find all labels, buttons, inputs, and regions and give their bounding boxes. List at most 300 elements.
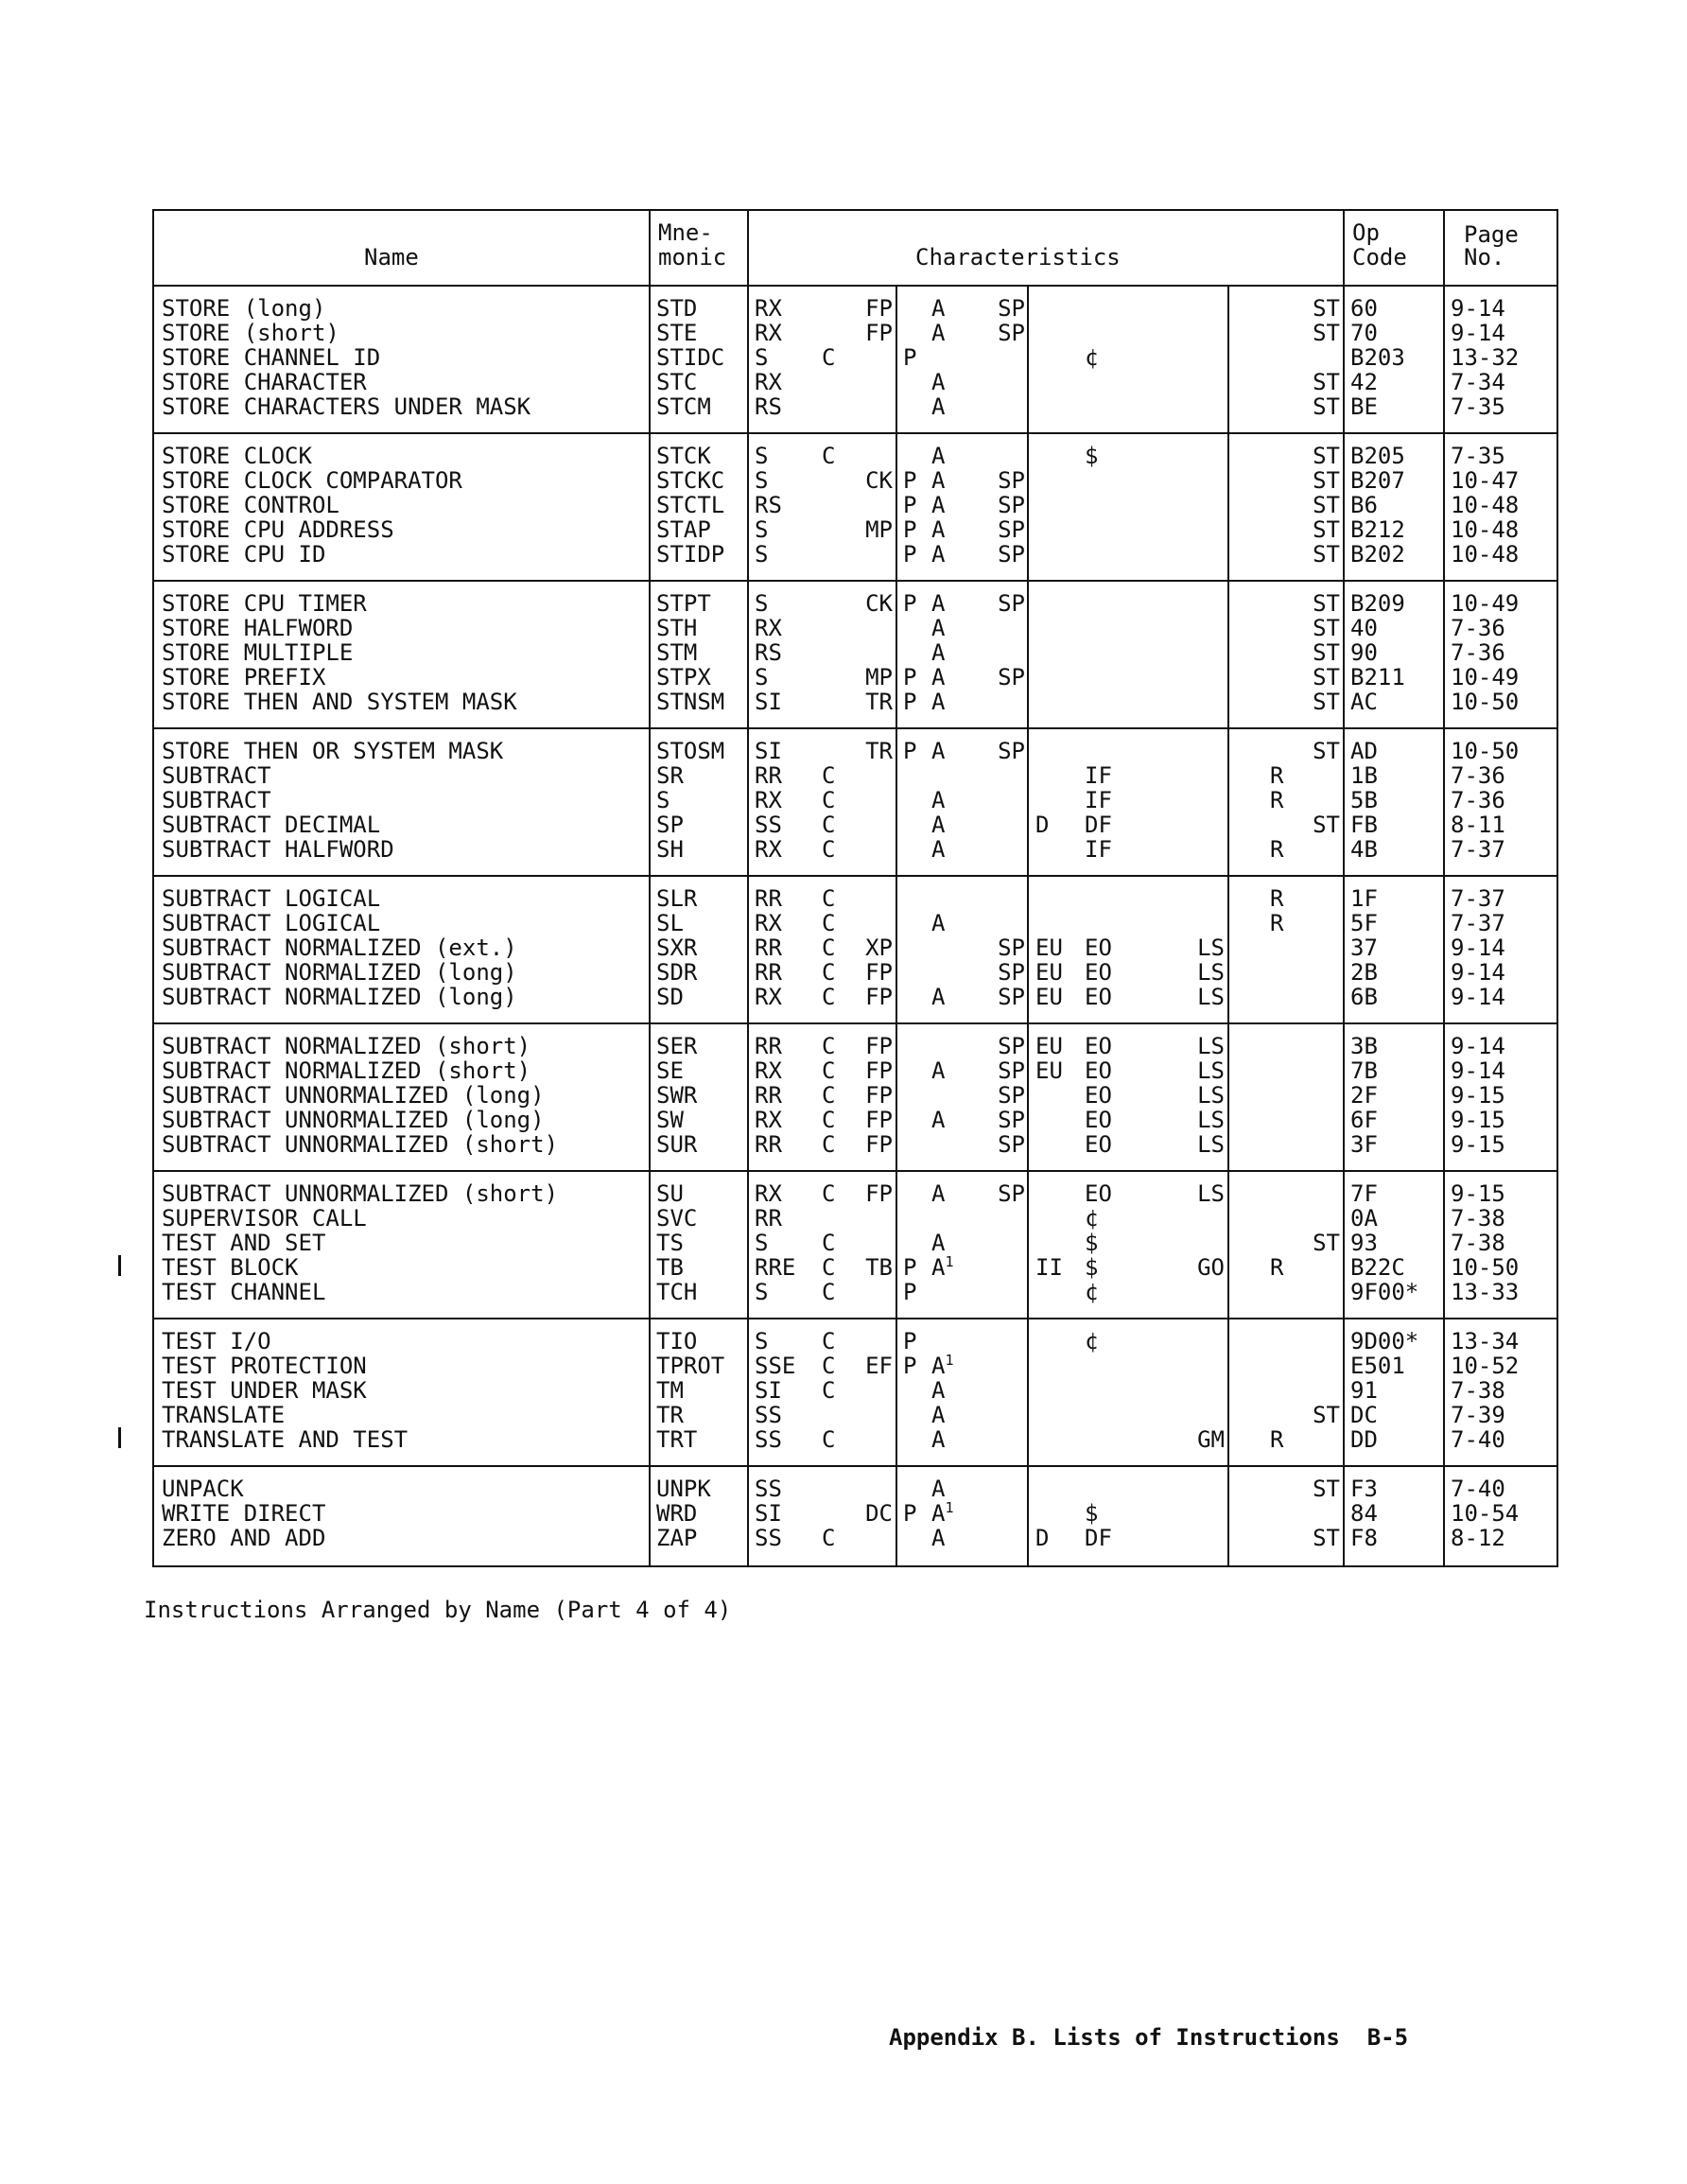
cell-mnemonic: TIO	[656, 1328, 698, 1354]
cell-name: STORE CLOCK	[162, 443, 312, 469]
cell-mnemonic: TR	[656, 1402, 684, 1428]
cell-page: 8-11	[1451, 812, 1505, 838]
cell-st: ST	[1313, 738, 1340, 764]
cell-sp: SP	[998, 467, 1025, 494]
cell-page: 7-35	[1451, 393, 1505, 420]
cell-mnemonic: STD	[656, 295, 698, 322]
cell-opcode: 5F	[1350, 910, 1378, 936]
cell-opcode: 6B	[1350, 984, 1378, 1010]
cell-page: 13-34	[1451, 1328, 1520, 1354]
header-name: Name	[364, 244, 419, 271]
cell-fx: CK	[865, 467, 893, 494]
cell-format: SS	[755, 1402, 782, 1428]
cell-opcode: E501	[1350, 1353, 1405, 1379]
cell-mnemonic: SH	[656, 836, 684, 863]
cell-mnemonic: STCK	[656, 443, 711, 469]
table-row	[154, 542, 1557, 567]
cell-mnemonic: STH	[656, 615, 698, 641]
cell-st: ST	[1313, 1525, 1340, 1551]
cell-r: R	[1270, 885, 1284, 912]
cell-format: RX	[755, 1057, 782, 1084]
cell-sp: SP	[998, 1057, 1025, 1084]
cell-name: TEST PROTECTION	[162, 1353, 367, 1379]
cell-format: S	[755, 590, 769, 617]
cell-p: P	[903, 1500, 917, 1527]
cell-ex2: $	[1085, 443, 1099, 469]
cell-page: 7-35	[1451, 443, 1505, 469]
table-row	[154, 1354, 1557, 1378]
table-row	[154, 1403, 1557, 1427]
table-row	[154, 960, 1557, 985]
cell-opcode: B6	[1350, 492, 1378, 518]
cell-ex1: D	[1035, 812, 1050, 838]
cell-cc: C	[822, 344, 836, 371]
cell-page: 10-49	[1451, 664, 1520, 690]
cell-opcode: B207	[1350, 467, 1405, 494]
cell-a-with-footnote	[931, 1255, 953, 1280]
cell-r: R	[1270, 762, 1284, 789]
cell-opcode: BE	[1350, 393, 1378, 420]
table-row	[154, 1181, 1557, 1206]
cell-opcode: B203	[1350, 344, 1405, 371]
cell-page: 7-37	[1451, 836, 1505, 863]
cell-opcode: AC	[1350, 689, 1378, 715]
cell-format: S	[755, 443, 769, 469]
cell-ex2: EO	[1085, 1033, 1112, 1059]
row-group	[154, 1024, 1557, 1172]
cell-sp: SP	[998, 1033, 1025, 1059]
cell-mnemonic: STIDC	[656, 344, 725, 371]
cell-cc: C	[822, 1057, 836, 1084]
cell-sp: SP	[998, 935, 1025, 961]
cell-sp: SP	[998, 1180, 1025, 1207]
cell-opcode: 37	[1350, 935, 1378, 961]
cell-mnemonic: STM	[656, 639, 698, 666]
cell-mnemonic: STAP	[656, 516, 711, 543]
cell-fx: FP	[865, 295, 893, 322]
cell-page: 7-36	[1451, 762, 1505, 789]
cell-opcode: 70	[1350, 320, 1378, 346]
cell-page: 7-34	[1451, 369, 1505, 395]
cell-name: SUBTRACT LOGICAL	[162, 885, 381, 912]
cell-format: RX	[755, 1180, 782, 1207]
cell-ex1: II	[1035, 1254, 1063, 1281]
table-row	[154, 886, 1557, 911]
cell-opcode: 40	[1350, 615, 1378, 641]
header-page-line2: No.	[1464, 244, 1505, 271]
cell-page: 7-40	[1451, 1426, 1505, 1453]
cell-cc: C	[822, 1033, 836, 1059]
cell-format: SI	[755, 1500, 782, 1527]
instructions-table	[152, 209, 1558, 1567]
cell-page: 10-48	[1451, 516, 1520, 543]
cell-ex2: EO	[1085, 1131, 1112, 1158]
table-row	[154, 1427, 1557, 1452]
cell-page: 8-12	[1451, 1525, 1505, 1551]
cell-sp: SP	[998, 959, 1025, 986]
cell-format: RX	[755, 984, 782, 1010]
cell-name: SUBTRACT NORMALIZED (long)	[162, 984, 517, 1010]
table-row	[154, 517, 1557, 542]
cell-name: UNPACK	[162, 1476, 244, 1502]
cell-page: 7-38	[1451, 1205, 1505, 1232]
footnote-marker: 1	[945, 1352, 954, 1369]
cell-ex3: LS	[1197, 1033, 1225, 1059]
cell-fx: XP	[865, 935, 893, 961]
cell-page: 7-40	[1451, 1476, 1505, 1502]
cell-opcode: 7F	[1350, 1180, 1378, 1207]
table-row	[154, 444, 1557, 468]
row-group	[154, 287, 1557, 434]
cell-mnemonic: STNSM	[656, 689, 725, 715]
cell-cc: C	[822, 812, 836, 838]
cell-a: A	[931, 1476, 946, 1502]
cell-name: STORE CPU TIMER	[162, 590, 367, 617]
cell-mnemonic: STCTL	[656, 492, 725, 518]
cell-cc: C	[822, 762, 836, 789]
cell-ex3: LS	[1197, 984, 1225, 1010]
table-row	[154, 640, 1557, 665]
cell-sp: SP	[998, 664, 1025, 690]
cell-format: S	[755, 664, 769, 690]
table-row	[154, 1280, 1557, 1304]
cell-opcode: 5B	[1350, 787, 1378, 813]
table-row	[154, 763, 1557, 788]
cell-page: 9-14	[1451, 1057, 1505, 1084]
cell-st: ST	[1313, 812, 1340, 838]
cell-p: P	[903, 590, 917, 617]
cell-st: ST	[1313, 467, 1340, 494]
cell-ex1: EU	[1035, 984, 1063, 1010]
cell-name: STORE CPU ADDRESS	[162, 516, 394, 543]
cell-a: A	[931, 910, 946, 936]
cell-st: ST	[1313, 590, 1340, 617]
cell-page: 10-48	[1451, 492, 1520, 518]
cell-mnemonic: WRD	[656, 1500, 698, 1527]
cell-cc: C	[822, 1426, 836, 1453]
cell-name: SUBTRACT UNNORMALIZED (long)	[162, 1082, 545, 1109]
cell-fx: FP	[865, 984, 893, 1010]
cell-name: STORE CHANNEL ID	[162, 344, 381, 371]
cell-sp: SP	[998, 984, 1025, 1010]
cell-st: ST	[1313, 1230, 1340, 1256]
header-characteristics-cell	[747, 211, 1345, 285]
cell-mnemonic: SR	[656, 762, 684, 789]
cell-p: P	[903, 1254, 917, 1281]
cell-page: 10-50	[1451, 1254, 1520, 1281]
cell-mnemonic: STOSM	[656, 738, 725, 764]
cell-fx: TB	[865, 1254, 893, 1281]
cell-p: P	[903, 689, 917, 715]
cell-p: P	[903, 344, 917, 371]
cell-ex2: ¢	[1085, 344, 1099, 371]
cell-a: A	[931, 664, 946, 690]
cell-fx: TR	[865, 738, 893, 764]
cell-page: 7-37	[1451, 910, 1505, 936]
cell-format: S	[755, 1230, 769, 1256]
cell-mnemonic: STIDP	[656, 541, 725, 568]
cell-mnemonic: TCH	[656, 1279, 698, 1305]
table-row	[154, 911, 1557, 935]
cell-fx: FP	[865, 1180, 893, 1207]
table-row	[154, 1255, 1557, 1280]
cell-ex2: EO	[1085, 935, 1112, 961]
cell-ex2: EO	[1085, 1082, 1112, 1109]
cell-ex2: DF	[1085, 1525, 1112, 1551]
cell-page: 7-38	[1451, 1230, 1505, 1256]
cell-ex2: IF	[1085, 787, 1112, 813]
cell-mnemonic: SDR	[656, 959, 698, 986]
cell-page: 9-14	[1451, 320, 1505, 346]
cell-name: STORE CPU ID	[162, 541, 326, 568]
cell-opcode: B202	[1350, 541, 1405, 568]
cell-cc: C	[822, 910, 836, 936]
cell-ex3: GM	[1197, 1426, 1225, 1453]
cell-format: RR	[755, 885, 782, 912]
cell-mnemonic: SP	[656, 812, 684, 838]
cell-fx: CK	[865, 590, 893, 617]
cell-fx: FP	[865, 1082, 893, 1109]
cell-name: SUPERVISOR CALL	[162, 1205, 367, 1232]
cell-opcode: B209	[1350, 590, 1405, 617]
cell-ex2: ¢	[1085, 1205, 1099, 1232]
cell-mnemonic: UNPK	[656, 1476, 711, 1502]
cell-cc: C	[822, 443, 836, 469]
table-row	[154, 788, 1557, 812]
cell-fx: FP	[865, 1033, 893, 1059]
cell-p: P	[903, 664, 917, 690]
cell-format: SI	[755, 738, 782, 764]
cell-a-with-footnote	[931, 1501, 953, 1526]
cell-name: SUBTRACT UNNORMALIZED (short)	[162, 1131, 559, 1158]
cell-format: RS	[755, 492, 782, 518]
table-row	[154, 690, 1557, 714]
cell-mnemonic: TM	[656, 1377, 684, 1404]
cell-format: RR	[755, 1082, 782, 1109]
cell-page: 10-52	[1451, 1353, 1520, 1379]
cell-ex2: EO	[1085, 959, 1112, 986]
table-row	[154, 296, 1557, 321]
cell-a: A	[931, 836, 946, 863]
cell-p: P	[903, 492, 917, 518]
cell-opcode: 1B	[1350, 762, 1378, 789]
cell-a: A	[931, 492, 946, 518]
cell-name: SUBTRACT DECIMAL	[162, 812, 381, 838]
cell-a: A	[931, 639, 946, 666]
table-caption: Instructions Arranged by Name (Part 4 of 4)	[144, 1597, 732, 1623]
cell-p: P	[903, 1279, 917, 1305]
cell-a: A	[931, 590, 946, 617]
cell-p: P	[903, 467, 917, 494]
cell-a: A	[931, 1402, 946, 1428]
cell-cc: C	[822, 1328, 836, 1354]
cell-a: A	[931, 1107, 946, 1133]
cell-format: RX	[755, 836, 782, 863]
table-row	[154, 616, 1557, 640]
cell-ex2: EO	[1085, 1057, 1112, 1084]
cell-mnemonic: TB	[656, 1254, 684, 1281]
cell-format: RX	[755, 615, 782, 641]
cell-name: SUBTRACT LOGICAL	[162, 910, 381, 936]
table-row	[154, 1206, 1557, 1231]
cell-opcode: F8	[1350, 1525, 1378, 1551]
cell-opcode: 0A	[1350, 1205, 1378, 1232]
cell-a: A	[931, 1254, 946, 1281]
cell-format: SI	[755, 1377, 782, 1404]
cell-format: RX	[755, 369, 782, 395]
cell-st: ST	[1313, 516, 1340, 543]
cell-name: STORE CLOCK COMPARATOR	[162, 467, 462, 494]
row-group	[154, 1172, 1557, 1319]
cell-cc: C	[822, 885, 836, 912]
cell-format: RX	[755, 295, 782, 322]
row-group	[154, 582, 1557, 729]
table-row	[154, 1501, 1557, 1526]
header-page-line1: Page	[1464, 221, 1519, 248]
cell-format: RS	[755, 639, 782, 666]
cell-opcode: 1F	[1350, 885, 1378, 912]
cell-a: A	[931, 738, 946, 764]
cell-opcode: AD	[1350, 738, 1378, 764]
page-footer: Appendix B. Lists of Instructions B-5	[889, 2024, 1409, 2051]
cell-opcode: 9F00*	[1350, 1279, 1419, 1305]
cell-a: A	[931, 1353, 946, 1379]
table-row	[154, 739, 1557, 763]
table-row	[154, 985, 1557, 1009]
cell-page: 10-54	[1451, 1500, 1520, 1527]
table-row	[154, 935, 1557, 960]
cell-ex2: EO	[1085, 1180, 1112, 1207]
cell-fx: MP	[865, 516, 893, 543]
table-row	[154, 1231, 1557, 1255]
cell-name: SUBTRACT	[162, 787, 271, 813]
header-opcode-line1: Op	[1352, 219, 1380, 246]
cell-name: STORE THEN OR SYSTEM MASK	[162, 738, 504, 764]
cell-a: A	[931, 1377, 946, 1404]
cell-st: ST	[1313, 664, 1340, 690]
cell-st: ST	[1313, 443, 1340, 469]
cell-opcode: 4B	[1350, 836, 1378, 863]
cell-mnemonic: STPT	[656, 590, 711, 617]
cell-name: TEST I/O	[162, 1328, 271, 1354]
cell-r: R	[1270, 836, 1284, 863]
cell-name: SUBTRACT NORMALIZED (short)	[162, 1033, 531, 1059]
cell-format: S	[755, 467, 769, 494]
cell-page: 9-14	[1451, 984, 1505, 1010]
row-group	[154, 729, 1557, 877]
cell-page: 10-48	[1451, 541, 1520, 568]
cell-page: 9-15	[1451, 1082, 1505, 1109]
cell-format: RX	[755, 320, 782, 346]
cell-ex2: $	[1085, 1500, 1099, 1527]
cell-opcode: 42	[1350, 369, 1378, 395]
cell-format: S	[755, 344, 769, 371]
cell-name: STORE HALFWORD	[162, 615, 354, 641]
table-row	[154, 1083, 1557, 1108]
cell-name: STORE CHARACTERS UNDER MASK	[162, 393, 531, 420]
cell-cc: C	[822, 1254, 836, 1281]
revision-bar	[118, 1427, 121, 1448]
cell-page: 7-36	[1451, 787, 1505, 813]
table-row	[154, 1476, 1557, 1501]
cell-page: 9-14	[1451, 1033, 1505, 1059]
cell-fx: TR	[865, 689, 893, 715]
cell-st: ST	[1313, 295, 1340, 322]
cell-a: A	[931, 467, 946, 494]
cell-opcode: 6F	[1350, 1107, 1378, 1133]
cell-sp: SP	[998, 295, 1025, 322]
cell-format: SSE	[755, 1353, 796, 1379]
cell-st: ST	[1313, 615, 1340, 641]
cell-a: A	[931, 1500, 946, 1527]
cell-ex1: EU	[1035, 935, 1063, 961]
cell-sp: SP	[998, 590, 1025, 617]
cell-name: TEST CHANNEL	[162, 1279, 326, 1305]
cell-mnemonic: STCKC	[656, 467, 725, 494]
cell-name: SUBTRACT NORMALIZED (long)	[162, 959, 517, 986]
cell-a: A	[931, 320, 946, 346]
cell-mnemonic: TPROT	[656, 1353, 725, 1379]
cell-ex1: EU	[1035, 1033, 1063, 1059]
cell-p: P	[903, 1328, 917, 1354]
cell-mnemonic: SUR	[656, 1131, 698, 1158]
cell-mnemonic: SXR	[656, 935, 698, 961]
revision-bar	[118, 1255, 121, 1276]
table-row	[154, 1378, 1557, 1403]
cell-ex1: EU	[1035, 1057, 1063, 1084]
cell-name: ZERO AND ADD	[162, 1525, 326, 1551]
cell-a: A	[931, 443, 946, 469]
cell-a: A	[931, 516, 946, 543]
cell-st: ST	[1313, 320, 1340, 346]
cell-cc: C	[822, 1353, 836, 1379]
cell-ex2: IF	[1085, 836, 1112, 863]
cell-ex2: EO	[1085, 984, 1112, 1010]
cell-mnemonic: STPX	[656, 664, 711, 690]
cell-ex2: $	[1085, 1230, 1099, 1256]
cell-st: ST	[1313, 369, 1340, 395]
cell-mnemonic: SER	[656, 1033, 698, 1059]
cell-mnemonic: TS	[656, 1230, 684, 1256]
cell-name: SUBTRACT	[162, 762, 271, 789]
header-name-cell	[154, 211, 651, 285]
table-header	[154, 211, 1557, 287]
cell-a: A	[931, 812, 946, 838]
cell-ex2: $	[1085, 1254, 1099, 1281]
cell-page: 7-36	[1451, 639, 1505, 666]
cell-name: STORE PREFIX	[162, 664, 326, 690]
cell-cc: C	[822, 1525, 836, 1551]
cell-ex3: LS	[1197, 935, 1225, 961]
cell-opcode: 2B	[1350, 959, 1378, 986]
cell-ex3: LS	[1197, 959, 1225, 986]
cell-a: A	[931, 615, 946, 641]
cell-cc: C	[822, 984, 836, 1010]
cell-cc: C	[822, 1107, 836, 1133]
cell-name: SUBTRACT NORMALIZED (short)	[162, 1057, 531, 1084]
cell-name: TEST AND SET	[162, 1230, 326, 1256]
cell-format: SI	[755, 689, 782, 715]
cell-page: 10-50	[1451, 689, 1520, 715]
cell-mnemonic: SVC	[656, 1205, 698, 1232]
cell-name: TRANSLATE AND TEST	[162, 1426, 409, 1453]
cell-st: ST	[1313, 1476, 1340, 1502]
cell-st: ST	[1313, 689, 1340, 715]
cell-ex1: D	[1035, 1525, 1050, 1551]
cell-name: TEST UNDER MASK	[162, 1377, 367, 1404]
cell-ex1: EU	[1035, 959, 1063, 986]
cell-opcode: 84	[1350, 1500, 1378, 1527]
